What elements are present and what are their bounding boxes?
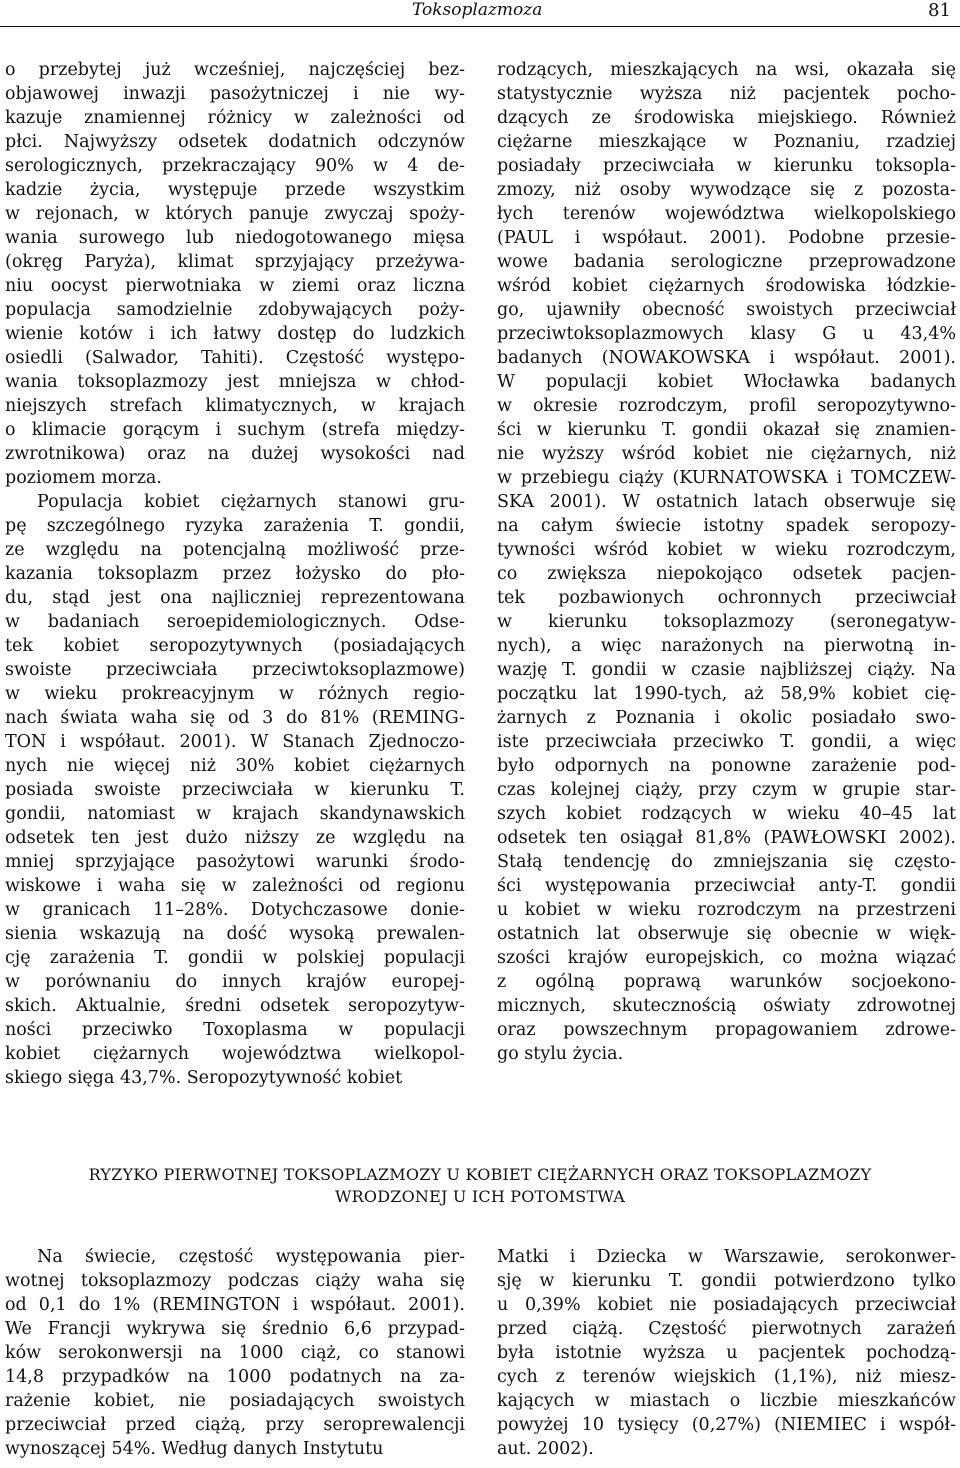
text-line: wienie kotów i ich łatwy dostęp do ludzkich xyxy=(5,324,465,344)
text-line: w przebiegu ciąży (KURNATOWSKA i TOMCZEW- xyxy=(497,468,956,488)
text-line: ności przeciwko Toxoplasma w populacji xyxy=(5,1020,465,1040)
text-line: skiego sięga 43,7%. Seropozytywność kobiet xyxy=(5,1068,403,1088)
text-line: u kobiet w wieku rozrodczym na przestrzeni xyxy=(497,900,956,920)
text-line: osiedli (Salwador, Tahiti). Częstość występo- xyxy=(5,348,465,368)
text-line: wania toksoplazmozy jest mniejsza w chłod- xyxy=(5,372,465,392)
text-line: populacja samodzielnie zdobywających poży- xyxy=(5,300,465,320)
right-column-bottom xyxy=(497,1245,956,1461)
text-line: w badaniach seroepidemiologicznych. Odse- xyxy=(5,612,465,632)
text-line: łych terenów województwa wielkopolskiego xyxy=(497,204,956,224)
text-line: w rejonach, w których panuje zwyczaj spoży- xyxy=(5,204,465,224)
text-line: Matki i Dziecka w Warszawie, serokonwer- xyxy=(497,1247,956,1267)
left-column-bottom xyxy=(5,1245,465,1461)
text-line: posiadały przeciwciała w kierunku toksopla- xyxy=(497,156,956,176)
text-line: w wieku prokreacyjnym w różnych regio- xyxy=(5,684,465,704)
text-line: gondii, natomiast w krajach skandynawskich xyxy=(5,804,465,824)
text-line: przed ciążą. Częstość pierwotnych zarażeń xyxy=(497,1319,956,1339)
text-line: ze względu na potencjalną możliwość prze- xyxy=(5,540,465,560)
text-line: tek kobiet seropozytywnych (posiadających xyxy=(5,636,465,656)
text-line: ści w kierunku T. gondii okazał się znamien- xyxy=(497,420,956,440)
left-column-top xyxy=(5,58,465,1090)
text-line: dzących ze środowiska miejskiego. Również xyxy=(497,108,956,128)
text-line: czas kolejnej ciąży, przy czym w grupie star- xyxy=(497,780,956,800)
text-line: niu oocyst pierwotniaka w ziemi oraz liczna xyxy=(5,276,465,296)
text-line: płci. Najwyższy odsetek dodatnich odczynów xyxy=(5,132,465,152)
text-line: w okresie rozrodczym, profil seropozytywno- xyxy=(497,396,956,416)
text-line: ostatnich lat obserwuje się obecnie w więk- xyxy=(497,924,956,944)
text-line: w porównaniu do innych krajów europej- xyxy=(5,972,465,992)
text-line: odsetek ten jest dużo niższy ze względu na xyxy=(5,828,465,848)
text-line: iste przeciwciała przeciwko T. gondii, a więc xyxy=(497,732,956,752)
text-line: wiskowe i waha się w zależności od regionu xyxy=(5,876,465,896)
text-line: 14,8 przypadków na 1000 podatnych na za- xyxy=(5,1367,465,1387)
text-line: wania surowego lub niedogotowanego mięsa xyxy=(5,228,465,248)
text-line: go, ujawniły obecność swoistych przeciwciał xyxy=(497,300,956,320)
running-title: Toksoplazmoza xyxy=(412,0,543,20)
text-line: statystycznie wyższa niż pacjentek pocho- xyxy=(497,84,956,104)
text-line: serologicznych, przekraczający 90% w 4 de- xyxy=(5,156,465,176)
text-line: zwrotnikowa) oraz na dużej wysokości nad xyxy=(5,444,465,464)
text-line: odsetek ten osiągał 81,8% (PAWŁOWSKI 2002). xyxy=(497,828,956,848)
text-line: kobiet ciężarnych województwa wielkopol- xyxy=(5,1044,465,1064)
text-line: ków serokonwersji na 1000 ciąż, co stanowi xyxy=(5,1343,465,1363)
section-heading-line-2: WRODZONEJ U ICH POTOMSTWA xyxy=(335,1187,625,1206)
text-line: cję zarażenia T. gondii w polskiej populacji xyxy=(5,948,465,968)
text-line: (PAUL i współaut. 2001). Podobne przesie- xyxy=(497,228,956,248)
text-line: wotnej toksoplazmozy podczas ciąży waha się xyxy=(5,1271,465,1291)
text-line: przeciwtoksoplazmowych klasy G u 43,4% xyxy=(497,324,956,344)
text-line: u 0,39% kobiet nie posiadających przeciwciał xyxy=(497,1295,956,1315)
text-line: o klimacie gorącym i suchym (strefa między- xyxy=(5,420,465,440)
text-line: We Francji wykrywa się średnio 6,6 przypad- xyxy=(5,1319,465,1339)
text-line: kazuje znamiennej różnicy w zależności od xyxy=(5,108,465,128)
text-line: kadzie życia, występuje przede wszystkim xyxy=(5,180,465,200)
text-line: Populacja kobiet ciężarnych stanowi gru- xyxy=(37,492,465,512)
text-line: w kierunku toksoplazmozy (seronegatyw- xyxy=(497,612,956,632)
text-line: poziomem morza. xyxy=(5,468,162,488)
text-line: zmozy, niż osoby wywodzące się z pozosta- xyxy=(497,180,956,200)
text-line: rażenie kobiet, nie posiadających swoistych xyxy=(5,1391,465,1411)
text-line: nie wyższy wśród kobiet nie ciężarnych, niż xyxy=(497,444,956,464)
text-line: kazania toksoplazm przez łożysko do pło- xyxy=(5,564,465,584)
text-line: była istotnie wyższa u pacjentek pochodzą- xyxy=(497,1343,956,1363)
text-line: przeciwciał przed ciążą, przy seroprewalencji xyxy=(5,1415,465,1435)
text-line: żarnych z Poznania i okolic posiadało swo- xyxy=(497,708,956,728)
text-line: cych z terenów wiejskich (1,1%), niż miesz- xyxy=(497,1367,956,1387)
running-header xyxy=(0,0,960,26)
text-line: ciężarne mieszkające w Poznaniu, rzadziej xyxy=(497,132,956,152)
text-line: aut. 2002). xyxy=(497,1439,594,1459)
text-line: du, stąd jest ona najliczniej reprezentowana xyxy=(5,588,465,608)
text-line: nych), a więc narażonych na pierwotną in- xyxy=(497,636,956,656)
text-line: Stałą tendencję do zmniejszania się często- xyxy=(497,852,956,872)
text-line: (okręg Paryża), klimat sprzyjający przeżywa- xyxy=(5,252,465,272)
text-line: wowe badania serologiczne przeprowadzone xyxy=(497,252,956,272)
page-number: 81 xyxy=(928,0,951,21)
text-line: pę szczególnego ryzyka zarażenia T. gondii, xyxy=(5,516,465,536)
text-line: o przebytej już wcześniej, najczęściej bez- xyxy=(5,60,465,80)
text-line: tek pozbawionych ochronnych przeciwciał xyxy=(497,588,956,608)
text-line: niejszych strefach klimatycznych, w krajach xyxy=(5,396,465,416)
text-line: szości krajów europejskich, co można wiązać xyxy=(497,948,956,968)
header-rule xyxy=(0,26,960,27)
text-line: Na świecie, częstość występowania pier- xyxy=(37,1247,465,1267)
text-line: szych kobiet rodzących w wieku 40–45 lat xyxy=(497,804,956,824)
text-line: sienia wskazują na dość wysoką prewalen- xyxy=(5,924,465,944)
text-line: z ogólną poprawą warunków socjoekono- xyxy=(497,972,956,992)
text-line: swoiste przeciwciała przeciwtoksoplazmowe) xyxy=(5,660,465,680)
text-line: na całym świecie istotny spadek seropozy- xyxy=(497,516,956,536)
text-line: oraz powszechnym propagowaniem zdrowe- xyxy=(497,1020,956,1040)
text-line: micznych, skutecznością oświaty zdrowotnej xyxy=(497,996,956,1016)
text-line: posiada swoiste przeciwciała w kierunku T. xyxy=(5,780,465,800)
text-line: SKA 2001). W ostatnich latach obserwuje się xyxy=(497,492,956,512)
text-line: mniej sprzyjające pasożytowi warunki środo- xyxy=(5,852,465,872)
text-line: go stylu życia. xyxy=(497,1044,624,1064)
text-line: rodzących, mieszkających na wsi, okazała się xyxy=(497,60,956,80)
text-line: tywności wśród kobiet w wieku rozrodczym, xyxy=(497,540,956,560)
text-line: było odpornych na ponowne zarażenie pod- xyxy=(497,756,956,776)
text-line: TON i współaut. 2001). W Stanach Zjednoczo- xyxy=(5,732,465,752)
text-line: kających w miastach o liczbie mieszkańców xyxy=(497,1391,956,1411)
text-line: badanych (NOWAKOWSKA i współaut. 2001). xyxy=(497,348,956,368)
section-heading-line-1: RYZYKO PIERWOTNEJ TOKSOPLAZMOZY U KOBIET CIĘŻARNYCH ORAZ TOKSOPLAZMOZY xyxy=(88,1165,872,1184)
text-line: nych nie więcej niż 30% kobiet ciężarnych xyxy=(5,756,465,776)
text-line: ści występowania przeciwciał anty-T. gondii xyxy=(497,876,956,896)
text-line: wazję T. gondii w czasie najbliższej ciąży. Na xyxy=(497,660,956,680)
text-line: co zwiększa niepokojąco odsetek pacjen- xyxy=(497,564,956,584)
section-heading xyxy=(0,1164,960,1208)
text-line: wynoszącej 54%. Według danych Instytutu xyxy=(5,1439,384,1459)
text-line: nach świata waha się od 3 do 81% (REMING- xyxy=(5,708,465,728)
text-line: sję w kierunku T. gondii potwierdzono tylko xyxy=(497,1271,956,1291)
text-line: objawowej inwazji pasożytniczej i nie wy- xyxy=(5,84,465,104)
text-line: od 0,1 do 1% (REMINGTON i współaut. 2001). xyxy=(5,1295,465,1315)
right-column-top xyxy=(497,58,956,1066)
text-line: wśród kobiet ciężarnych środowiska łódzkie- xyxy=(497,276,956,296)
text-line: powyżej 10 tysięcy (0,27%) (NIEMIEC i współ- xyxy=(497,1415,956,1435)
text-line: w granicach 11–28%. Dotychczasowe donie- xyxy=(5,900,465,920)
text-line: W populacji kobiet Włocławka badanych xyxy=(497,372,956,392)
text-line: skich. Aktualnie, średni odsetek seropozytyw- xyxy=(5,996,465,1016)
text-line: początku lat 1990-tych, aż 58,9% kobiet cię- xyxy=(497,684,956,704)
